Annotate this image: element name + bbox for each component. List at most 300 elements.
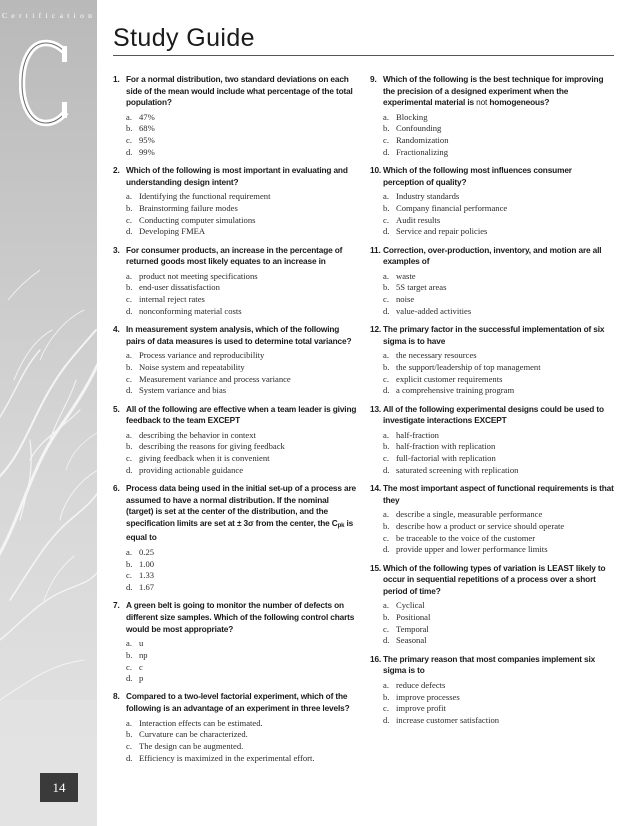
question-item [370,165,614,238]
option-text: 0.25 [139,547,155,558]
question-text-tail: homogeneous? [487,97,550,108]
question-number: 1. [113,74,120,84]
option-letter: a. [383,429,389,440]
sidebar [0,0,97,826]
option-letter: d. [126,226,133,237]
answer-option [126,123,357,135]
answer-option [383,123,614,135]
option-text: nonconforming material costs [139,305,242,316]
option-letter: c. [126,214,132,225]
answer-option [383,624,614,636]
option-text: explicit customer requirements [396,373,503,384]
answer-option [126,135,357,147]
question-header [113,324,357,347]
option-text: a comprehensive training program [396,385,515,396]
answer-option [383,112,614,124]
option-letter: d. [383,714,390,725]
answer-option [383,544,614,556]
option-letter: d. [126,146,133,157]
answer-option [126,465,357,477]
answer-option [126,638,357,650]
option-text: Randomization [396,135,449,146]
question-number: 6. [113,483,120,494]
option-text: Developing FMEA [139,226,206,237]
question-header [370,483,614,506]
option-text: 5S target areas [396,282,447,293]
option-letter: d. [126,673,133,684]
page-number: 14 [52,780,66,795]
page-number-box [40,773,78,802]
option-text: improve processes [396,691,460,702]
answer-option [383,600,614,612]
answer-option [383,282,614,294]
question-item [370,404,614,477]
option-text: Confounding [396,123,442,134]
answer-option [126,673,357,685]
option-letter: a. [126,350,132,361]
question-header [113,691,357,714]
option-text: the necessary resources [396,350,477,361]
answer-options [383,430,614,477]
option-letter: d. [383,305,390,316]
question-item [113,324,357,397]
option-text: np [139,649,148,660]
question-text-main: In measurement system analysis, which of the following pairs of data measures is used to determine total variance? [126,324,352,346]
answer-option [126,282,357,294]
option-text: 1.67 [139,582,155,593]
option-text: describing the behavior in context [139,429,256,440]
option-letter: c. [126,453,132,464]
answer-options [126,547,357,594]
answer-options [126,191,357,238]
question-number: 8. [113,691,120,702]
question-item [370,74,614,159]
option-text: System variance and bias [139,385,227,396]
option-text: Brainstorming failure modes [139,202,238,213]
question-text-main: The primary factor in the successful implementation of six sigma is to have [383,324,605,346]
question-item [370,483,614,556]
option-text: improve profit [396,703,446,714]
question-text [383,324,614,347]
option-text: full-factorial with replication [396,453,496,464]
answer-option [126,147,357,159]
answer-option [383,612,614,624]
option-letter: d. [126,752,133,763]
question-text [126,245,357,268]
option-letter: c. [383,703,389,714]
question-header [113,165,357,188]
option-text: 1.00 [139,558,155,569]
question-number: 12. [370,324,382,335]
question-text [126,324,357,347]
option-letter: d. [383,635,390,646]
answer-option [383,692,614,704]
question-text-main: The primary reason that most companies implement six sigma is to [383,653,596,676]
question-text-main: For consumer products, an increase in the percentage of returned goods most likely equates to an increase in [126,244,343,267]
answer-option [126,650,357,662]
answer-option [126,430,357,442]
question-number: 15. [370,562,382,573]
answer-option [126,203,357,215]
answer-option [126,559,357,571]
option-letter: c. [383,623,389,634]
option-text: product not meeting specifications [139,270,258,281]
answer-options [126,271,357,318]
question-number: 5. [113,403,120,414]
answer-options [383,680,614,727]
option-text: Efficiency is maximized in the experimental effort. [139,752,315,763]
option-text: half-fraction with replication [396,441,496,452]
answer-option [126,271,357,283]
option-letter: b. [383,441,390,452]
option-text: saturated screening with replication [396,464,519,475]
answer-option [126,753,357,765]
answer-option [383,147,614,159]
option-text: waste [396,270,416,281]
answer-option [126,729,357,741]
option-letter: b. [126,123,133,134]
answer-option [126,547,357,559]
question-text-tail: is equal to [126,517,354,543]
answer-option [383,294,614,306]
option-letter: b. [126,361,133,372]
option-letter: d. [383,146,390,157]
answer-option [383,453,614,465]
right-question-column [370,74,614,733]
option-letter: a. [126,111,132,122]
question-item [113,165,357,238]
question-text [383,165,614,188]
question-header [370,324,614,347]
option-letter: b. [383,691,390,702]
question-header [113,245,357,268]
option-letter: b. [383,282,390,293]
question-text-main: All of the following experimental designs could be used to investigate interactions EXCEPT [383,403,604,426]
answer-option [126,570,357,582]
option-letter: c. [383,294,389,305]
question-number: 9. [370,74,377,84]
option-text: The design can be augmented. [139,741,244,752]
option-letter: c. [383,532,389,543]
option-text: describe a single, measurable performance [396,509,543,520]
answer-option [383,374,614,386]
option-text: Blocking [396,111,428,122]
option-text: 95% [139,135,155,146]
question-text-main: Which of the following is the best technique for improving the precision of a designed experiment when the experimental material is [383,74,604,108]
option-letter: a. [383,191,389,202]
answer-options [126,350,357,397]
answer-option [383,509,614,521]
option-text: internal reject rates [139,294,205,305]
option-letter: c. [126,373,132,384]
option-text: Process variance and reproducibility [139,350,265,361]
option-letter: b. [126,282,133,293]
question-text [126,483,357,544]
question-number: 3. [113,244,120,255]
option-text: p [139,673,144,684]
option-text: giving feedback when it is convenient [139,453,270,464]
option-letter: d. [126,464,133,475]
question-text [126,74,357,109]
option-text: value-added activities [396,305,472,316]
option-letter: b. [383,612,390,623]
option-letter: d. [126,582,133,593]
answer-options [383,350,614,397]
question-text [383,404,614,427]
answer-option [383,521,614,533]
option-letter: d. [383,464,390,475]
answer-option [126,362,357,374]
answer-option [383,215,614,227]
question-item [370,563,614,648]
option-letter: b. [383,361,390,372]
answer-option [383,203,614,215]
question-item [113,600,357,685]
question-text-main: Which of the following types of variation is LEAST likely to occur in sequential repetitions of a process over a short period of time? [383,562,606,596]
option-text: 99% [139,146,155,157]
option-letter: c. [383,214,389,225]
option-text: Curvature can be characterized. [139,729,248,740]
answer-option [383,430,614,442]
option-letter: d. [383,226,390,237]
question-text-main: Compared to a two-level factorial experiment, which of the following is an advantage of an experiment in three levels? [126,691,350,714]
question-text [126,691,357,714]
question-number: 2. [113,165,120,176]
option-text: Industry standards [396,191,460,202]
question-number: 7. [113,600,120,611]
answer-option [126,741,357,753]
option-text: end-user dissatisfaction [139,282,220,293]
answer-option [126,385,357,397]
answer-options [126,430,357,477]
answer-option [383,441,614,453]
answer-option [126,718,357,730]
question-item [113,691,357,764]
option-text: Noise system and repeatability [139,361,245,372]
option-letter: d. [383,385,390,396]
option-letter: a. [383,509,389,520]
option-letter: a. [126,191,132,202]
option-text: Company financial performance [396,202,508,213]
option-text: 68% [139,123,155,134]
question-text-main: Which of the following most influences consumer perception of quality? [383,165,572,187]
question-item [113,74,357,159]
option-letter: b. [383,123,390,134]
option-letter: c. [126,135,132,146]
question-header [113,483,357,544]
question-item [113,483,357,594]
question-text [383,74,614,109]
answer-option [383,533,614,545]
question-text-main: The most important aspect of functional requirements is that they [383,483,614,505]
option-letter: a. [126,429,132,440]
question-header [370,245,614,268]
option-letter: a. [383,679,389,690]
option-text: Interaction effects can be estimated. [139,717,263,728]
option-letter: b. [126,441,133,452]
question-header [370,563,614,598]
question-item [113,245,357,318]
question-number: 11. [370,244,381,255]
question-number: 4. [113,324,120,335]
question-text [126,165,357,188]
option-text: Conducting computer simulations [139,214,256,225]
option-text: 47% [139,111,155,122]
option-letter: b. [126,558,133,569]
option-text: Identifying the functional requirement [139,191,271,202]
answer-options [383,600,614,647]
option-text: half-fraction [396,429,439,440]
answer-option [126,374,357,386]
question-item [370,245,614,318]
option-letter: c. [126,741,132,752]
option-letter: d. [126,305,133,316]
option-text: Cyclical [396,600,425,611]
question-text [383,563,614,598]
option-text: Service and repair policies [396,226,488,237]
option-text: Fractionalizing [396,146,449,157]
option-text: provide upper and lower performance limits [396,544,548,555]
question-text [126,404,357,427]
certification-c-logo [19,38,75,128]
question-text [383,654,614,677]
option-text: Positional [396,612,431,623]
option-letter: c. [383,135,389,146]
option-letter: c. [126,661,132,672]
option-text: describing the reasons for giving feedback [139,441,285,452]
option-letter: a. [383,270,389,281]
option-letter: c. [383,373,389,384]
answer-option [126,112,357,124]
option-letter: a. [383,350,389,361]
answer-option [383,715,614,727]
option-text: u [139,638,144,649]
question-text-main: A green belt is going to monitor the number of defects on different size samples. Which of the following control charts would be most appropriate? [126,600,355,634]
question-text-main: All of the following are effective when a team leader is giving feedback to the team EXCEPT [126,403,357,426]
answer-option [383,465,614,477]
question-header [113,74,357,109]
option-text: be traceable to the voice of the customer [396,532,536,543]
answer-option [126,441,357,453]
question-text-emphasis: not [476,97,488,108]
option-text: describe how a product or service should operate [396,520,565,531]
question-header [370,74,614,109]
option-text: increase customer satisfaction [396,714,500,725]
answer-option [383,703,614,715]
answer-option [126,350,357,362]
page-title: Study Guide [113,24,255,52]
title-divider [113,55,614,56]
answer-options [383,112,614,159]
option-letter: b. [383,202,390,213]
option-letter: a. [383,600,389,611]
question-header [370,654,614,677]
answer-option [126,294,357,306]
answer-option [383,226,614,238]
question-text-subscript: pk [337,522,345,529]
question-text [126,600,357,635]
answer-options [126,112,357,159]
option-text: c [139,661,143,672]
option-letter: b. [126,202,133,213]
answer-option [383,350,614,362]
option-text: Audit results [396,214,441,225]
option-text: the support/leadership of top management [396,361,541,372]
option-letter: b. [383,520,390,531]
question-header [370,165,614,188]
question-text-main: Process data being used in the initial set-up of a process are assumed to have a normal distribution. If the nominal (target) is set at the center of the distribution, and the specification limits are set at ± 3σ from the center, the C [126,483,356,528]
answer-option [126,215,357,227]
option-text: noise [396,294,415,305]
answer-option [383,306,614,318]
option-letter: a. [126,717,132,728]
option-letter: d. [126,385,133,396]
option-letter: b. [126,729,133,740]
answer-option [383,362,614,374]
answer-option [383,385,614,397]
question-text-main: Correction, over-production, inventory, and motion are all examples of [383,244,602,267]
option-letter: b. [126,649,133,660]
answer-option [126,226,357,238]
option-letter: a. [126,547,132,558]
question-item [113,404,357,477]
option-text: Seasonal [396,635,427,646]
option-letter: a. [126,270,132,281]
answer-options [126,718,357,765]
option-text: 1.33 [139,570,155,581]
option-letter: c. [383,453,389,464]
option-letter: d. [383,544,390,555]
question-number: 14. [370,483,382,494]
answer-option [383,680,614,692]
answer-option [383,271,614,283]
answer-option [126,306,357,318]
option-text: providing actionable guidance [139,464,244,475]
question-text [383,483,614,506]
left-question-column [113,74,357,771]
answer-option [126,453,357,465]
answer-option [126,662,357,674]
question-item [370,654,614,727]
option-letter: c. [126,294,132,305]
question-header [370,404,614,427]
question-item [370,324,614,397]
question-number: 10. [370,165,382,176]
option-letter: c. [126,570,132,581]
question-header [113,404,357,427]
answer-option [126,582,357,594]
option-letter: a. [383,111,389,122]
certification-label: Certification [2,11,97,20]
answer-options [383,191,614,238]
question-header [113,600,357,635]
question-text-main: For a normal distribution, two standard deviations on each side of the mean would include what percentage of the total population? [126,74,353,108]
option-letter: a. [126,638,132,649]
answer-option [383,135,614,147]
answer-options [383,509,614,556]
question-number: 16. [370,653,382,664]
option-text: Temporal [396,623,429,634]
question-number: 13. [370,403,382,414]
option-text: reduce defects [396,679,446,690]
answer-options [383,271,614,318]
question-text-main: Which of the following is most important in evaluating and understanding design intent? [126,165,348,187]
question-text [383,245,614,268]
option-text: Measurement variance and process variance [139,373,291,384]
answer-option [126,191,357,203]
answer-option [383,191,614,203]
answer-option [383,635,614,647]
